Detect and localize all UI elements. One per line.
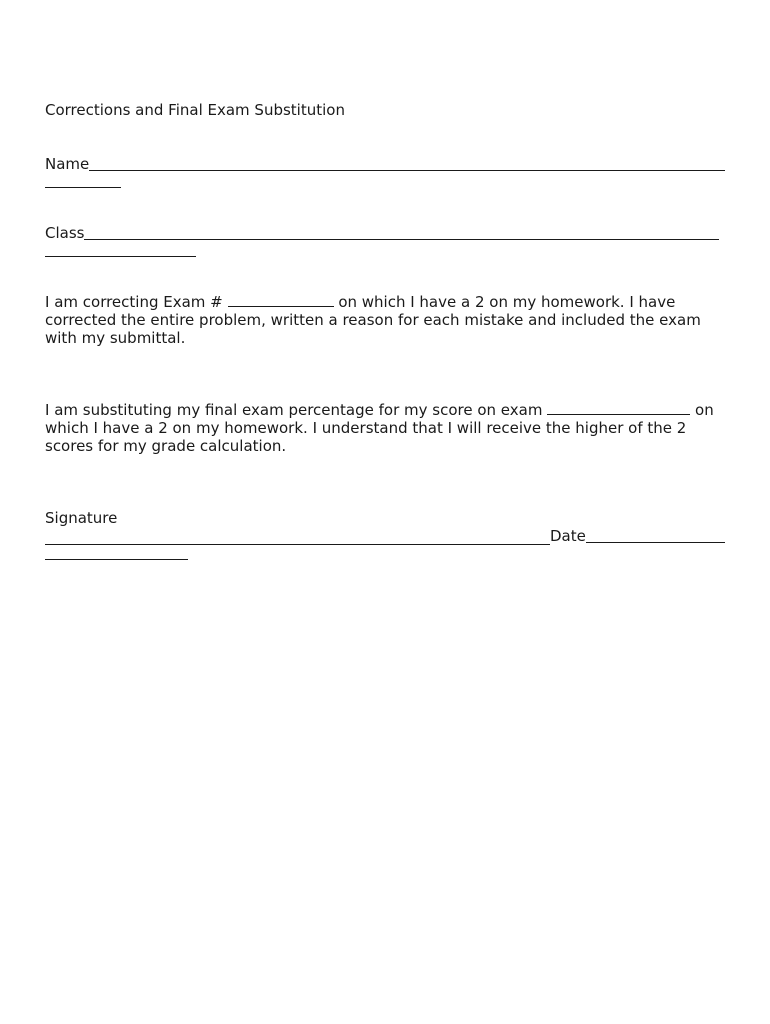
document-title: Corrections and Final Exam Substitution [45, 101, 345, 119]
class-label: Class [45, 224, 85, 242]
exam-substitution-blank[interactable] [547, 402, 690, 415]
document-page [45, 101, 725, 560]
substitution-text-end: on which I have a 2 on my homework. I understand that I will receive the higher of the 2 scores for my grade calculation. [45, 401, 714, 455]
class-field[interactable] [45, 224, 719, 242]
correction-text-end: on which I have a 2 on my homework. I have corrected the entire problem, written a reason for each mistake and included the exam with my submittal. [45, 293, 701, 347]
signature-date-row[interactable] [45, 527, 725, 545]
substitution-paragraph [45, 401, 725, 455]
signature-line[interactable] [45, 530, 550, 545]
signature-label: Signature [45, 509, 118, 527]
name-line-continuation[interactable] [45, 173, 121, 188]
correction-paragraph [45, 293, 725, 347]
name-field-continuation[interactable] [45, 173, 725, 188]
name-line[interactable] [89, 156, 725, 171]
date-line[interactable] [586, 528, 725, 543]
date-line-continuation[interactable] [45, 545, 188, 560]
date-field-continuation[interactable] [45, 545, 725, 560]
class-field-continuation[interactable] [45, 242, 725, 257]
name-field[interactable] [45, 155, 725, 173]
class-line-continuation[interactable] [45, 242, 196, 257]
substitution-text-start: I am substituting my final exam percentage for my score on exam [45, 401, 543, 419]
class-line[interactable] [84, 225, 719, 240]
correction-text-start: I am correcting Exam # [45, 293, 223, 311]
exam-number-blank[interactable] [228, 294, 334, 307]
date-label: Date [550, 527, 586, 545]
name-label: Name [45, 155, 90, 173]
